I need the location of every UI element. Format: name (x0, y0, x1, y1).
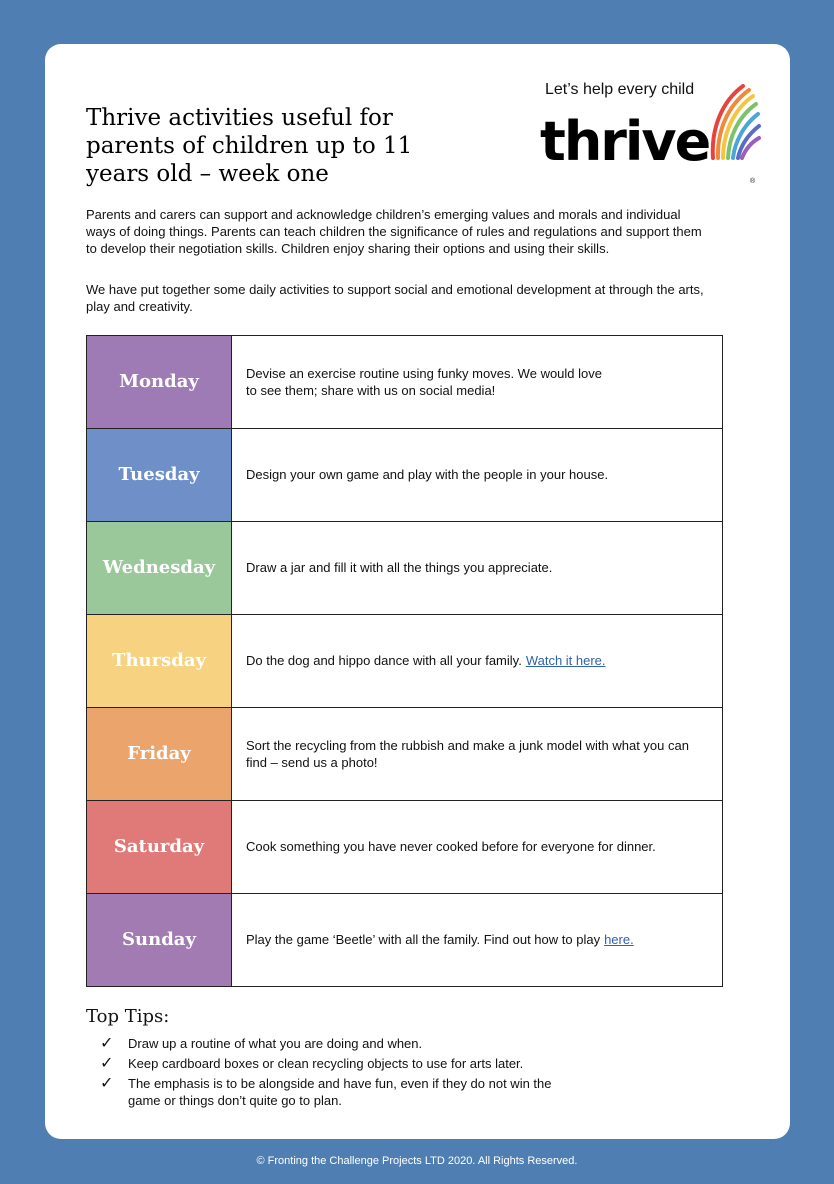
activity-text: Design your own game and play with the people in your house. (246, 467, 609, 482)
logo-wordmark: thrive (540, 110, 710, 173)
activity-cell (232, 708, 722, 800)
checkmark-icon: ✓ (100, 1035, 114, 1052)
table-row (87, 707, 722, 800)
activity-cell (232, 429, 722, 521)
day-label: Wednesday (87, 522, 232, 614)
list-item (100, 1035, 660, 1052)
day-label: Thursday (87, 615, 232, 707)
list-item (100, 1055, 660, 1072)
intro-paragraph-1: Parents and carers can support and acknowledge children’s emerging values and morals and individual ways of doing things. Parents can teach children the significance of rules and regulations and support them to develop their negotiation skills. Children enjoy sharing their options and using their skills. (86, 207, 702, 256)
checkmark-icon: ✓ (100, 1075, 114, 1092)
activity-text-body: Play the game ‘Beetle’ with all the family. Find out how to play (246, 932, 601, 947)
table-row (87, 614, 722, 707)
activity-table (86, 335, 723, 987)
tip-text: Draw up a routine of what you are doing and when. (128, 1036, 423, 1051)
activity-cell (232, 801, 722, 893)
day-label: Saturday (87, 801, 232, 893)
activity-cell (232, 522, 722, 614)
activity-text (246, 931, 634, 948)
activity-text: Cook something you have never cooked before for everyone for dinner. (246, 839, 656, 854)
day-label: Friday (87, 708, 232, 800)
activity-cell (232, 894, 722, 986)
watch-video-link[interactable]: Watch it here. (525, 653, 606, 668)
page-card (45, 44, 790, 1139)
tip-text: The emphasis is to be alongside and have fun, even if they do not win the game or things don’t quite go to plan. (128, 1076, 552, 1108)
checkmark-icon: ✓ (100, 1055, 114, 1072)
beetle-how-to-link[interactable]: here. (604, 932, 634, 947)
day-label: Sunday (87, 894, 232, 986)
activity-text-body: Do the dog and hippo dance with all your family. (246, 653, 522, 668)
table-row (87, 336, 722, 428)
activity-cell (232, 336, 722, 428)
registered-mark: ® (750, 178, 756, 185)
activity-text (246, 652, 606, 669)
day-label: Monday (87, 336, 232, 428)
tips-list (100, 1035, 660, 1112)
list-item (100, 1075, 660, 1109)
activity-text: Sort the recycling from the rubbish and make a junk model with what you can find – send us a photo! (246, 737, 689, 770)
activity-cell (232, 615, 722, 707)
page-title: Thrive activities useful for parents of children up to 11 years old – week one (86, 105, 413, 187)
table-row (87, 800, 722, 893)
tips-heading: Top Tips: (86, 1006, 170, 1027)
tip-text: Keep cardboard boxes or clean recycling objects to use for arts later. (128, 1056, 524, 1071)
intro-paragraph-2: We have put together some daily activities to support social and emotional development at through the arts, play and creativity. (86, 282, 704, 314)
activity-text: Devise an exercise routine using funky moves. We would love to see them; share with us on social media! (246, 365, 602, 398)
copyright-footer: © Fronting the Challenge Projects LTD 2020. All Rights Reserved. (256, 1155, 578, 1167)
table-row (87, 893, 722, 986)
rainbow-feather-icon (695, 80, 761, 160)
logo-tagline: Let’s help every child (545, 81, 695, 98)
table-row (87, 428, 722, 521)
activity-text: Draw a jar and fill it with all the things you appreciate. (246, 560, 553, 575)
thrive-logo (540, 80, 760, 200)
day-label: Tuesday (87, 429, 232, 521)
table-row (87, 521, 722, 614)
